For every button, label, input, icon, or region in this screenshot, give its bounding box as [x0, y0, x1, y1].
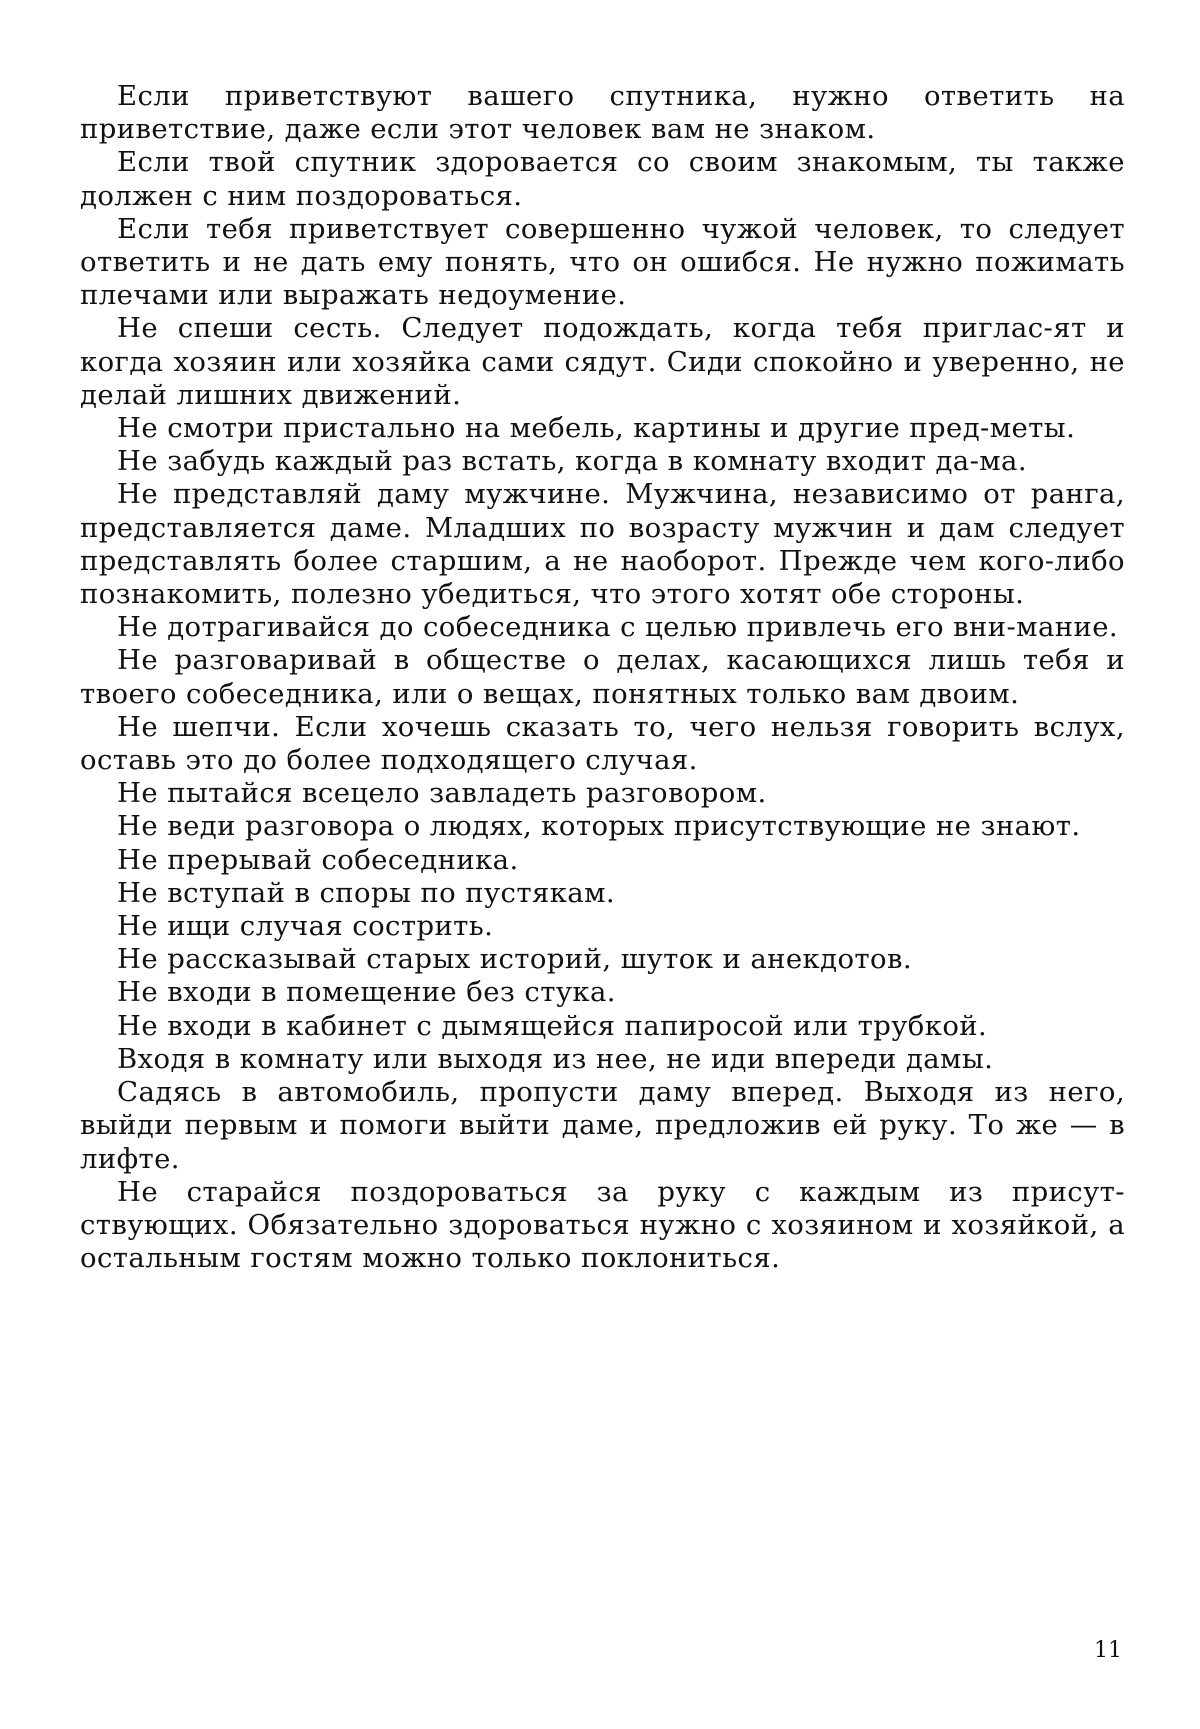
- paragraph-17: Не входи в помещение без стука.: [117, 976, 616, 1009]
- paragraph-6: Не забудь каждый раз встать, когда в комнату входит да-ма.: [117, 445, 1027, 478]
- paragraph-13: Не прерывай собеседника.: [117, 843, 519, 876]
- paragraph-19: Входя в комнату или выходя из нее, не иди впереди дамы.: [117, 1042, 994, 1075]
- paragraph-12: Не веди разговора о людях, которых присутствующие не знают.: [117, 810, 1081, 843]
- paragraph-2: Если твой спутник здоровается со своим знакомым, ты также должен с ним поздороваться.: [80, 146, 1125, 212]
- paragraph-1: Если приветствуют вашего спутника, нужно ответить на приветствие, даже если этот человек вам не знаком.: [80, 80, 1125, 146]
- paragraph-5: Не смотри пристально на мебель, картины и другие пред-меты.: [117, 412, 1076, 445]
- paragraph-16: Не рассказывай старых историй, шуток и анекдотов.: [117, 943, 912, 976]
- paragraph-14: Не вступай в споры по пустякам.: [117, 876, 616, 909]
- paragraph-18: Не входи в кабинет с дымящейся папиросой или трубкой.: [117, 1009, 988, 1042]
- paragraph-9: Не разговаривай в обществе о делах, касающихся лишь тебя и твоего собеседника, или о вещах, понятных только вам двоим.: [80, 644, 1125, 710]
- paragraph-20: Садясь в автомобиль, пропусти даму вперед. Выходя из него, выйди первым и помоги выйти даме, предложив ей руку. То же — в лифте.: [80, 1076, 1125, 1175]
- page-text: [80, 80, 1125, 1275]
- paragraph-4: Не спеши сесть. Следует подождать, когда тебя приглас-ят и когда хозяин или хозяйка сами сядут. Сиди спокойно и уверенно, не делай лишних движений.: [80, 312, 1125, 411]
- paragraph-10: Не шепчи. Если хочешь сказать то, чего нельзя говорить вслух, оставь это до более подходящего случая.: [80, 710, 1125, 777]
- paragraph-15: Не ищи случая сострить.: [117, 910, 494, 943]
- paragraph-21: Не старайся поздороваться за руку с каждым из присут-ствующих. Обязательно здороваться нужно с хозяином и хозяйкой, а остальным гостям можно только поклониться.: [80, 1175, 1125, 1275]
- page-number: 11: [1094, 1638, 1122, 1663]
- paragraph-8: Не дотрагивайся до собеседника с целью привлечь его вни-мание.: [117, 611, 1119, 644]
- paragraph-11: Не пытайся всецело завладеть разговором.: [117, 777, 767, 810]
- paragraph-3: Если тебя приветствует совершенно чужой человек, то следует ответить и не дать ему понять, что он ошибся. Не нужно пожимать плечами или выражать недоумение.: [80, 212, 1125, 312]
- paragraph-7: Не представляй даму мужчине. Мужчина, независимо от ранга, представляется даме. Младших по возрасту мужчин и дам следует представлять более старшим, а не наоборот. Прежде чем кого-либо познакомить, полезно убедиться, что этого хотят обе стороны.: [80, 478, 1125, 611]
